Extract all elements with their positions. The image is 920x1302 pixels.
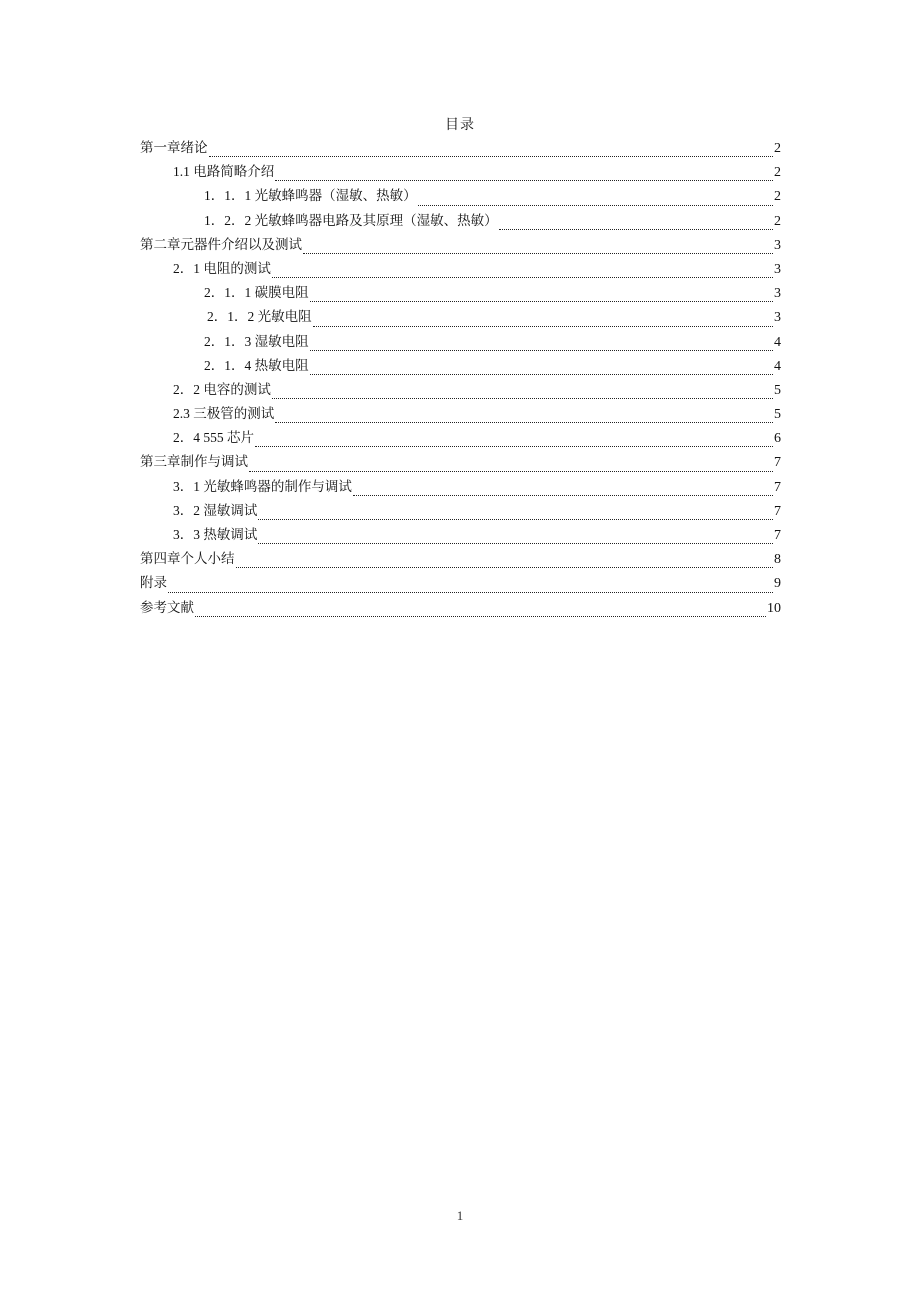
dot-leader xyxy=(303,240,773,254)
table-of-contents xyxy=(140,138,781,622)
toc-entry-1-1[interactable] xyxy=(140,162,781,186)
toc-entry-chapter-4[interactable] xyxy=(140,549,781,573)
toc-entry-2-1-2[interactable] xyxy=(140,307,781,331)
dot-leader xyxy=(236,554,774,568)
dot-leader xyxy=(310,337,773,351)
toc-entry-page: 9 xyxy=(774,576,781,592)
toc-entry-page: 7 xyxy=(774,455,781,471)
toc-entry-label: 3．3 热敏调试 xyxy=(173,527,258,542)
toc-entry-2-4[interactable] xyxy=(140,428,781,452)
dot-leader xyxy=(272,264,773,278)
dot-leader xyxy=(275,409,773,423)
dot-leader xyxy=(499,216,773,230)
toc-entry-2-2[interactable] xyxy=(140,380,781,404)
dot-leader xyxy=(209,143,774,157)
toc-entry-1-2-2[interactable] xyxy=(140,211,781,235)
toc-entry-page: 4 xyxy=(774,358,781,374)
toc-entry-label: 附录 xyxy=(140,575,167,591)
toc-entry-3-2[interactable] xyxy=(140,501,781,525)
toc-entry-page: 2 xyxy=(774,189,781,205)
toc-title: 目录 xyxy=(445,117,475,133)
toc-entry-label: 2．2 电容的测试 xyxy=(173,381,271,397)
toc-entry-label: 第一章绪论 xyxy=(140,140,208,155)
toc-entry-1-1-1[interactable] xyxy=(140,186,781,210)
toc-entry-page: 7 xyxy=(774,528,781,543)
toc-entry-label: 第三章制作与调试 xyxy=(140,454,248,470)
toc-entry-appendix[interactable] xyxy=(140,573,781,597)
dot-leader xyxy=(258,530,773,544)
toc-entry-3-3[interactable] xyxy=(140,525,781,549)
dot-leader xyxy=(275,167,773,181)
toc-entry-3-1[interactable] xyxy=(140,477,781,501)
toc-entry-page: 7 xyxy=(774,479,781,495)
toc-entry-chapter-1[interactable] xyxy=(140,138,781,162)
toc-entry-label: 第二章元器件介绍以及测试 xyxy=(140,236,302,252)
toc-entry-label: 2．1．2 光敏电阻 xyxy=(207,309,312,325)
toc-entry-label: 第四章个人小结 xyxy=(140,551,235,567)
dot-leader xyxy=(310,361,773,375)
toc-entry-page: 4 xyxy=(774,334,781,350)
toc-entry-page: 3 xyxy=(774,286,781,302)
toc-entry-page: 3 xyxy=(774,310,781,326)
toc-entry-page: 2 xyxy=(774,141,781,156)
toc-entry-2-3[interactable] xyxy=(140,404,781,428)
dot-leader xyxy=(310,288,773,302)
toc-entry-label: 1.1 电路简略介绍 xyxy=(173,164,275,180)
dot-leader xyxy=(258,506,773,520)
toc-entry-page: 2 xyxy=(774,213,781,229)
toc-entry-page: 6 xyxy=(774,431,781,447)
toc-entry-label: 2．4 555 芯片 xyxy=(173,430,254,446)
dot-leader xyxy=(168,579,773,593)
toc-entry-label: 参考文献 xyxy=(140,599,194,615)
toc-entry-chapter-3[interactable] xyxy=(140,452,781,476)
toc-entry-2-1-3[interactable] xyxy=(140,332,781,356)
toc-entry-label: 2．1．4 热敏电阻 xyxy=(204,357,309,373)
toc-entry-2-1-1[interactable] xyxy=(140,283,781,307)
toc-entry-label: 2．1．3 湿敏电阻 xyxy=(204,333,309,349)
page-number: 1 xyxy=(456,1208,464,1223)
toc-entry-2-1-4[interactable] xyxy=(140,356,781,380)
dot-leader xyxy=(255,433,773,447)
toc-entry-page: 7 xyxy=(774,503,781,519)
toc-entry-page: 10 xyxy=(767,600,781,616)
toc-entry-chapter-2[interactable] xyxy=(140,235,781,259)
toc-entry-page: 5 xyxy=(774,382,781,398)
toc-entry-label: 3．1 光敏蜂鸣器的制作与调试 xyxy=(173,478,352,494)
toc-entry-label: 3．2 湿敏调试 xyxy=(173,502,258,518)
dot-leader xyxy=(418,192,773,206)
dot-leader xyxy=(195,603,766,617)
toc-entry-label: 2．1 电阻的测试 xyxy=(173,260,271,276)
toc-entry-page: 2 xyxy=(774,165,781,181)
dot-leader xyxy=(313,313,773,327)
toc-entry-page: 3 xyxy=(774,237,781,253)
toc-entry-page: 8 xyxy=(774,552,781,568)
toc-entry-label: 1．1．1 光敏蜂鸣器（湿敏、热敏） xyxy=(204,188,417,204)
toc-entry-label: 2.3 三极管的测试 xyxy=(173,406,275,422)
toc-entry-label: 1．2．2 光敏蜂鸣器电路及其原理（湿敏、热敏） xyxy=(204,212,498,228)
toc-entry-references[interactable] xyxy=(140,598,781,622)
dot-leader xyxy=(353,482,773,496)
toc-entry-page: 3 xyxy=(774,261,781,277)
toc-entry-2-1[interactable] xyxy=(140,259,781,283)
toc-entry-label: 2．1．1 碳膜电阻 xyxy=(204,285,309,301)
toc-entry-page: 5 xyxy=(774,407,781,423)
dot-leader xyxy=(249,458,773,472)
dot-leader xyxy=(272,385,773,399)
